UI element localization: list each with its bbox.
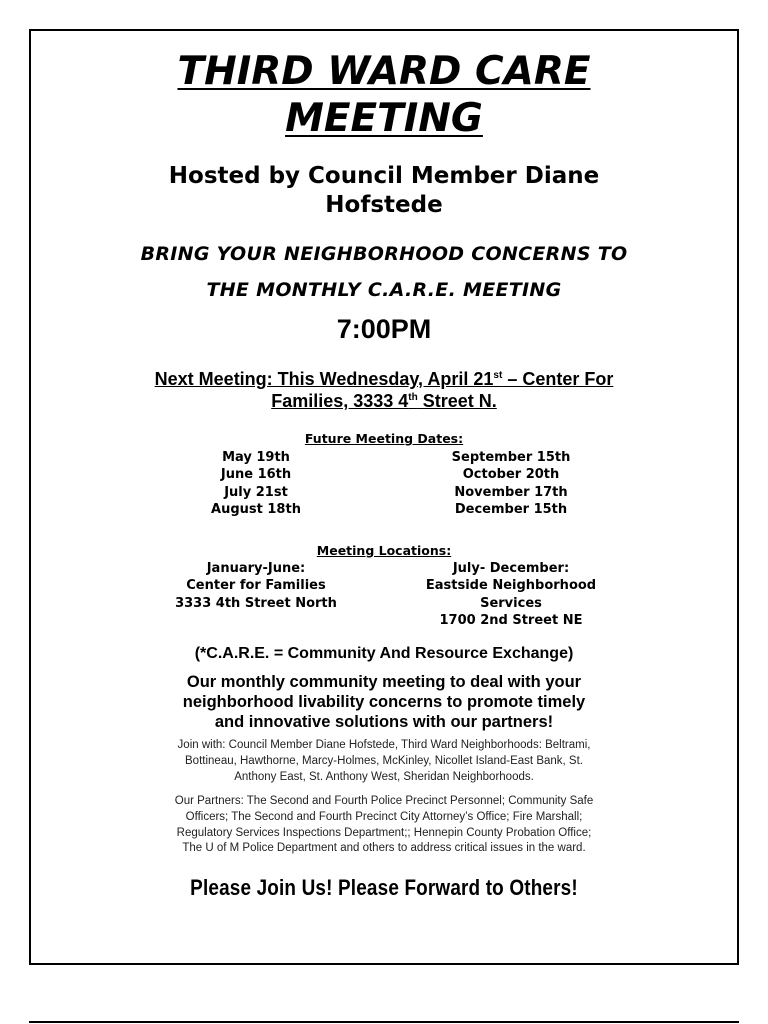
location-line: Eastside Neighborhood	[425, 578, 597, 594]
closing-call-to-action: Please Join Us! Please Forward to Others!	[190, 875, 578, 900]
join-line: Anthony East, St. Anthony West, Sheridan Neighborhoods.	[234, 770, 534, 783]
host-line-2: Hofstede	[325, 192, 443, 218]
flyer-title	[0, 48, 768, 142]
next-meeting-sup-2: th	[408, 392, 418, 403]
location-line: Center for Families	[186, 578, 326, 594]
monthly-line: neighborhood livability concerns to promote timely	[182, 693, 586, 711]
location-line: 1700 2nd Street NE	[439, 612, 583, 628]
partners-text	[150, 794, 618, 857]
future-dates-right-column	[405, 449, 617, 518]
date-item: May 19th	[222, 450, 290, 465]
title-line-1: THIRD WARD CARE	[177, 49, 591, 94]
location-line: July- December:	[452, 561, 570, 576]
bring-line-2: THE MONTHLY C.A.R.E. MEETING	[206, 279, 562, 301]
care-definition: (*C.A.R.E. = Community And Resource Exchange)	[194, 645, 574, 662]
join-line: Join with: Council Member Diane Hofstede, Third Ward Neighborhoods: Beltrami,	[177, 739, 591, 751]
next-meeting-part-4: Street N.	[417, 391, 497, 411]
bring-line-1: BRING YOUR NEIGHBORHOOD CONCERNS TO	[140, 243, 628, 265]
next-meeting-part-2: – Center For	[502, 369, 614, 389]
location-left-column	[150, 560, 362, 612]
date-item: November 17th	[454, 484, 568, 500]
location-line: Services	[480, 595, 542, 611]
next-meeting-text	[0, 368, 768, 412]
partners-line: The U of M Police Department and others to address critical issues in the ward.	[182, 842, 586, 855]
host-text	[0, 162, 768, 220]
date-item: December 15th	[454, 501, 568, 517]
partners-line: Officers; The Second and Fourth Precinct City Attorney’s Office; Fire Marshall;	[185, 810, 583, 823]
monthly-line: Our monthly community meeting to deal with your	[186, 673, 582, 691]
next-meeting-sup-1: st	[493, 370, 503, 381]
join-with-text	[150, 738, 618, 785]
monthly-line: and innovative solutions with our partners!	[214, 713, 554, 731]
next-meeting-line-1	[0, 368, 768, 390]
join-line: Bottineau, Hawthorne, Marcy-Holmes, McKinley, Nicollet Island-East Bank, St.	[185, 754, 583, 767]
location-line: January-June:	[206, 561, 306, 576]
date-item: September 15th	[451, 450, 571, 465]
date-item: June 16th	[220, 467, 292, 483]
monthly-meeting-description	[0, 672, 768, 732]
date-item: October 20th	[462, 467, 560, 483]
host-line-1: Hosted by Council Member Diane	[168, 163, 600, 189]
locations-heading: Meeting Locations:	[316, 543, 452, 558]
partners-line: Regulatory Services Inspections Department;; Hennepin County Probation Office;	[176, 826, 592, 839]
next-meeting-line-2	[0, 390, 768, 412]
next-meeting-part-3: Families, 3333 4	[271, 391, 409, 411]
title-line-2: MEETING	[285, 96, 483, 141]
date-item: August 18th	[211, 501, 301, 517]
future-dates-heading: Future Meeting Dates:	[304, 431, 464, 446]
location-line: 3333 4th Street North	[175, 595, 337, 611]
location-right-column	[395, 560, 627, 629]
meeting-time: 7:00PM	[336, 314, 432, 344]
date-item: July 21st	[224, 484, 288, 500]
bring-concerns-text	[0, 236, 768, 308]
partners-line: Our Partners: The Second and Fourth Police Precinct Personnel; Community Safe	[174, 795, 594, 807]
future-dates-left-column	[150, 449, 362, 518]
page-divider	[29, 1021, 739, 1023]
next-meeting-part-1: Next Meeting: This Wednesday, April 21	[154, 369, 494, 389]
